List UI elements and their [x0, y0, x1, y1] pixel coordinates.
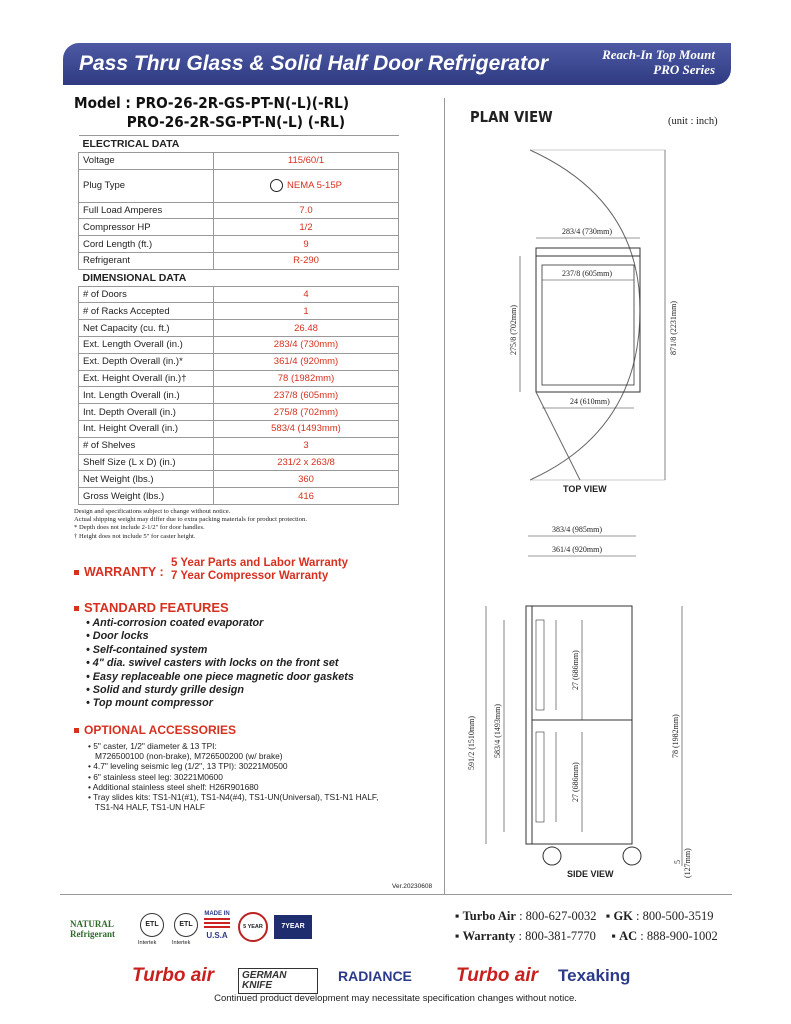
note-line: † Height does not include 5" for caster height. [74, 532, 196, 540]
spec-row [79, 286, 399, 303]
feature-item: • Solid and sturdy grille design [86, 684, 244, 697]
spec-label: Compressor HP [79, 219, 214, 236]
footer-divider [60, 894, 732, 895]
dim-side-depth: 361/4 (920mm) [552, 545, 602, 554]
spec-row [79, 252, 399, 269]
spec-value: 7.0 [214, 202, 399, 219]
dim-upper-door: 27 (686mm) [571, 650, 580, 690]
spec-section-header: ELECTRICAL DATA [79, 136, 399, 153]
spec-label: Voltage [79, 152, 214, 169]
model-line-1: Model : PRO-26-2R-GS-PT-N(-L)(-RL) [74, 94, 350, 112]
spec-row [79, 303, 399, 320]
spec-value: 360 [214, 471, 399, 488]
accessory-item: • Tray slides kits: TS1-N1(#1), TS1-N4(#4), TS1-UN(Universal), TS1-N1 HALF, [88, 792, 379, 803]
standard-features-list [86, 617, 354, 711]
spec-label: # of Doors [79, 286, 214, 303]
dim-int-height: 583/4 (1493mm) [493, 704, 502, 758]
spec-value: 583/4 (1493mm) [214, 420, 399, 437]
made-in-usa-badge: MADE IN U.S.A [204, 911, 230, 940]
spec-value: NEMA 5-15P [214, 169, 399, 202]
accessory-item: • Additional stainless steel shelf: H26R901680 [88, 781, 259, 792]
spec-label: Net Weight (lbs.) [79, 471, 214, 488]
etl-badge: ETL [140, 913, 164, 937]
spec-value: 416 [214, 488, 399, 505]
spec-row [79, 336, 399, 353]
spec-value: 275/8 (702mm) [214, 404, 399, 421]
note-line: * Depth does not include 2-1/2" for door handles. [74, 524, 205, 532]
spec-value: 237/8 (605mm) [214, 387, 399, 404]
spec-value: 26.48 [214, 320, 399, 337]
warranty-items [171, 557, 348, 583]
model-number [74, 94, 349, 132]
spec-row [79, 219, 399, 236]
contact-row: ▪ Turbo Air : 800-627-0032 ▪ GK : 800-500-3519 [455, 909, 714, 923]
spec-row [79, 404, 399, 421]
spec-value: 283/4 (730mm) [214, 336, 399, 353]
spec-label: Int. Depth Overall (in.) [79, 404, 214, 421]
spec-value: 4 [214, 286, 399, 303]
model-line-2: PRO-26-2R-SG-PT-N(-L) (-RL) [126, 113, 346, 131]
accessory-item: • 4.7" leveling seismic leg (1/2", 13 TPI): 30221M0500 [88, 761, 288, 772]
spec-row [79, 387, 399, 404]
turbo-air-logo: Turbo air [132, 965, 214, 986]
bullet-square-icon [74, 606, 79, 611]
spec-label: Int. Height Overall (in.) [79, 420, 214, 437]
spec-label: Refrigerant [79, 252, 214, 269]
unit-label: (unit : inch) [668, 116, 718, 127]
standard-features-heading: STANDARD FEATURES [74, 600, 229, 615]
dim-door-swing: 871/8 (2231mm) [669, 301, 678, 355]
natural-refrigerant-badge: NATURAL Refrigerant [70, 919, 115, 939]
header-banner [63, 43, 731, 85]
spec-value: R-290 [214, 252, 399, 269]
spec-value: 1 [214, 303, 399, 320]
spec-value: 115/60/1 [214, 152, 399, 169]
spec-label: Ext. Length Overall (in.) [79, 336, 214, 353]
spec-label: Plug Type [79, 169, 214, 202]
spec-row [79, 437, 399, 454]
plan-view-title: PLAN VIEW [470, 108, 553, 126]
accessory-item: M726500100 (non-brake), M726500200 (w/ brake) [88, 751, 283, 762]
note-line: Actual shipping weight may differ due to extra packing materials for product protection. [74, 516, 307, 524]
feature-item: • Top mount compressor [86, 697, 213, 710]
dim-door-width: 24 (610mm) [570, 397, 610, 406]
spec-label: Net Capacity (cu. ft.) [79, 320, 214, 337]
feature-item: • Easy replaceable one piece magnetic door gaskets [86, 670, 354, 683]
spec-label: Gross Weight (lbs.) [79, 488, 214, 505]
dim-top-width: 283/4 (730mm) [562, 227, 612, 236]
side-view-caption: SIDE VIEW [567, 869, 614, 879]
feature-item: • Anti-corrosion coated evaporator [86, 617, 264, 629]
note-line: Design and specifications subject to change without notice. [74, 508, 231, 515]
dim-caster-mm: (127mm) [683, 848, 692, 878]
top-view-drawing [500, 140, 740, 490]
spec-table [78, 135, 399, 505]
radiance-logo: RADIANCE [338, 968, 412, 984]
warranty-label: WARRANTY : [74, 565, 164, 579]
spec-row [79, 471, 399, 488]
7-year-warranty-badge: 7YEAR [274, 915, 312, 939]
spec-value: 231/2 x 263/8 [214, 454, 399, 471]
accessory-item: TS1-N4 HALF, TS1-UN HALF [88, 802, 205, 813]
intertek-label: Intertek [138, 940, 157, 946]
spec-row [79, 202, 399, 219]
optional-accessories-heading: OPTIONAL ACCESSORIES [74, 723, 236, 737]
warranty-item: 7 Year Compressor Warranty [171, 570, 329, 582]
turbo-air-logo-2: Turbo air [456, 965, 538, 986]
spec-label: Ext. Depth Overall (in.)* [79, 353, 214, 370]
spec-label: # of Racks Accepted [79, 303, 214, 320]
spec-row [79, 353, 399, 370]
spec-row [79, 370, 399, 387]
spec-label: # of Shelves [79, 437, 214, 454]
spec-label: Cord Length (ft.) [79, 236, 214, 253]
etl-sanitation-badge: ETL [174, 913, 198, 937]
column-divider [444, 98, 445, 894]
dim-inner-width: 237/8 (605mm) [562, 269, 612, 278]
spec-row [79, 420, 399, 437]
dim-lower-door: 27 (686mm) [571, 762, 580, 802]
spec-value: 3 [214, 437, 399, 454]
spec-value: 361/4 (920mm) [214, 353, 399, 370]
spec-row [79, 320, 399, 337]
german-knife-logo: GERMAN KNIFE [238, 968, 318, 994]
spec-label: Ext. Height Overall (in.)† [79, 370, 214, 387]
dim-overall-height: 78 (1982mm) [671, 714, 680, 758]
spec-section-header: DIMENSIONAL DATA [79, 269, 399, 286]
top-view-caption: TOP VIEW [563, 484, 607, 494]
warranty-item: 5 Year Parts and Labor Warranty [171, 557, 349, 569]
feature-item: • Self-contained system [86, 643, 208, 656]
spec-row [79, 236, 399, 253]
intertek-label: Intertek [172, 940, 191, 946]
dim-caster: 5 [673, 860, 682, 864]
dim-side-total: 383/4 (985mm) [552, 525, 602, 534]
contact-info [455, 906, 718, 946]
flag-icon [204, 918, 230, 930]
spec-row [79, 169, 399, 202]
contact-row: ▪ Warranty : 800-381-7770 ▪ AC : 888-900-1002 [455, 929, 718, 943]
spec-label: Int. Length Overall (in.) [79, 387, 214, 404]
series-line-2: PRO Series [653, 62, 715, 77]
bullet-square-icon [74, 570, 79, 575]
accessory-item: • 6" stainless steel leg: 30221M0600 [88, 771, 223, 782]
optional-accessories-list [88, 741, 378, 812]
5-year-warranty-badge: 5 YEAR [238, 912, 268, 942]
spec-value: 9 [214, 236, 399, 253]
product-title: Pass Thru Glass & Solid Half Door Refrigerator [79, 52, 549, 75]
accessory-item: • 5" caster, 1/2" diameter & 13 TPI: [88, 741, 217, 751]
spec-label: Full Load Amperes [79, 202, 214, 219]
spec-row [79, 488, 399, 505]
brand-logos [132, 965, 662, 993]
series-label [602, 47, 715, 77]
spec-value: 78 (1982mm) [214, 370, 399, 387]
spec-row [79, 454, 399, 471]
feature-item: • 4" dia. swivel casters with locks on the front set [86, 657, 339, 670]
version-label: Ver.20230608 [392, 883, 433, 890]
footer-disclaimer: Continued product development may necessitate specification changes without notice. [214, 993, 577, 1004]
spec-notes [74, 508, 307, 541]
texaking-logo: Texaking [558, 966, 631, 985]
dim-inner-depth: 275/8 (702mm) [509, 305, 518, 355]
spec-row [79, 152, 399, 169]
plug-icon [270, 179, 283, 192]
series-line-1: Reach-In Top Mount [602, 47, 715, 62]
bullet-square-icon [74, 728, 79, 733]
feature-item: • Door locks [86, 630, 149, 643]
spec-label: Shelf Size (L x D) (in.) [79, 454, 214, 471]
spec-value: 1/2 [214, 219, 399, 236]
dim-ext-height-cab: 591/2 (1510mm) [467, 716, 476, 770]
